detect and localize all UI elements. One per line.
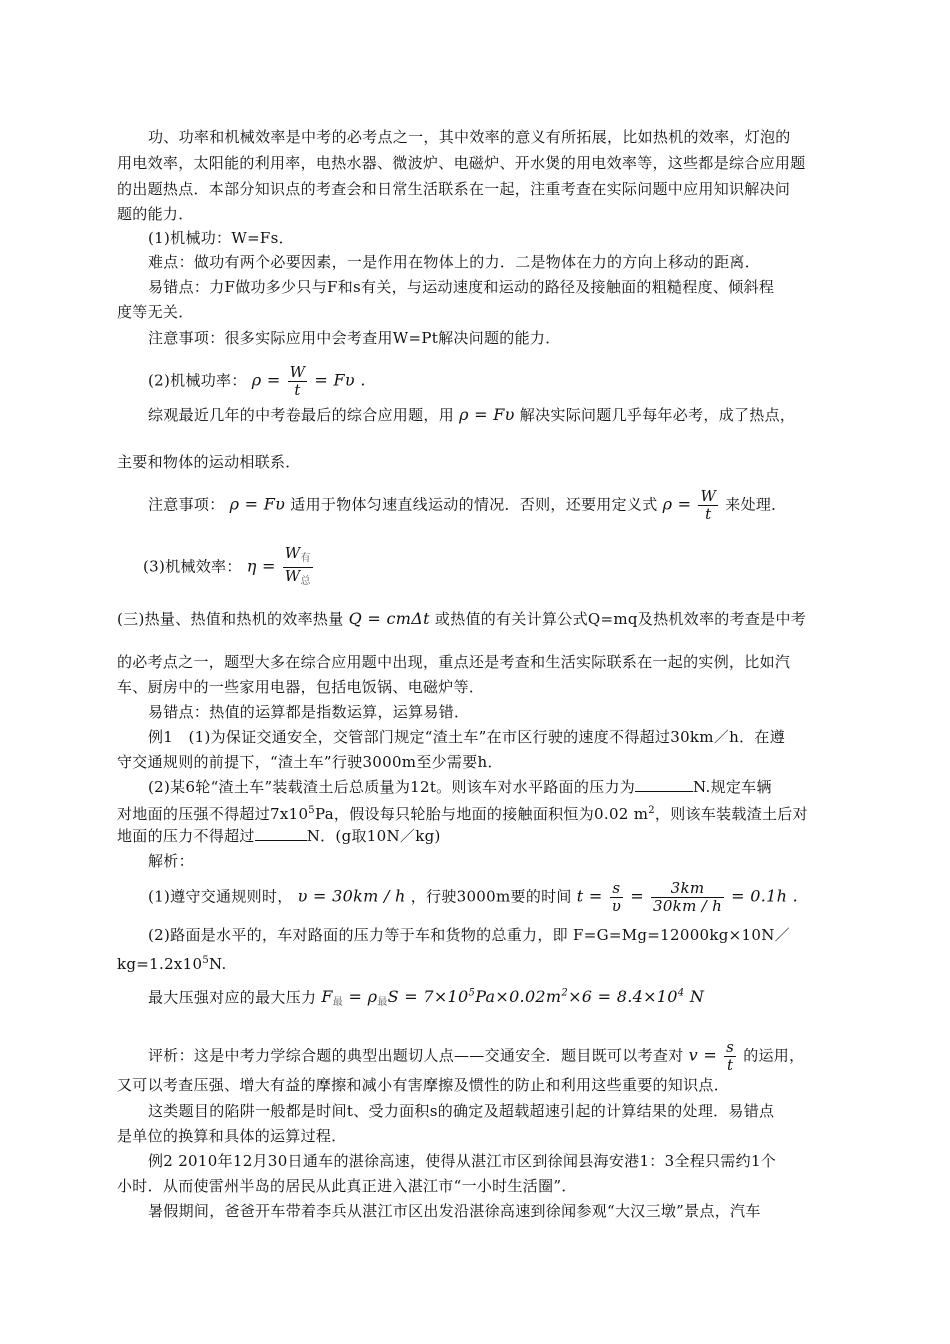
- text: ，则该车装载渣土后对: [654, 805, 808, 823]
- denominator: t: [698, 505, 718, 523]
- fraction: [283, 545, 313, 590]
- paragraph-line: [148, 405, 863, 425]
- denominator: $W_总$: [283, 567, 313, 590]
- paragraph-line: 解析：: [148, 852, 194, 870]
- text: N.: [209, 955, 227, 973]
- numerator: s: [612, 879, 621, 897]
- paragraph-line: 小时．从而使雷州半岛的居民从此真正进入湛江市“一小时生活圈”．: [117, 1177, 577, 1195]
- formula-part: = 0.1h .: [731, 886, 798, 906]
- formula-part: v =: [688, 1045, 718, 1065]
- paragraph-line: (2)路面是水平的，车对路面的压力等于车和货物的总重力，即 F=G=Mg=12000kg×10N／: [148, 926, 790, 944]
- text: (三)热量、热值和热机的效率热量: [117, 610, 344, 628]
- paragraph-line: 易错点：力F做功多少只与F和s有关，与运动速度和运动的路径及接触面的粗糙程度、倾斜程: [148, 278, 775, 296]
- text: 来处理．: [725, 495, 787, 514]
- paragraph-line: 车、厨房中的一些家用电器，包括电饭锅、电磁炉等．: [117, 678, 485, 696]
- fraction: [288, 364, 308, 399]
- text: 对地面的压强不得超过7x10: [117, 805, 309, 823]
- answer-blank: [255, 826, 307, 841]
- paragraph-line: 的必考点之一，题型大多在综合应用题中出现，重点还是考查和生活实际联系在一起的实例，比如汽: [117, 653, 791, 671]
- numerator: W: [700, 487, 717, 505]
- paragraph-line: 又可以考查压强、增大有益的摩擦和减小有害摩擦及惯性的防止和利用这些重要的知识点．: [117, 1076, 730, 1094]
- formula: $F_最 = \rho_最S = 7\times 10^5Pa\times 0.02m^2\times 6 = 8.4\times 10^4$ N: [321, 987, 705, 1009]
- formula: υ = 30km / h: [297, 886, 406, 906]
- denominator: t: [288, 381, 308, 399]
- formula-part: ρ =: [251, 370, 281, 390]
- denominator: t: [724, 1056, 736, 1074]
- paragraph-line: [117, 826, 832, 846]
- text: Pa，假设每只轮胎与地面的接触面积恒为0.02 m: [314, 805, 649, 823]
- fraction: [724, 1039, 736, 1074]
- formula: ρ = Fυ: [459, 405, 515, 424]
- formula: ρ = Fυ: [229, 494, 286, 514]
- text: (2)某6轮“渣土车”装载渣土后总质量为12t。则该车对水平路面的压力为: [148, 778, 636, 796]
- paragraph-line: [148, 488, 863, 523]
- text: 地面的压力不得超过: [117, 827, 255, 845]
- text: 的运用，: [743, 1046, 805, 1065]
- formula-part: t =: [576, 886, 603, 906]
- text: 或热值的有关计算公式Q=mq及热机效率的考查是中考: [434, 610, 807, 628]
- text: N.规定车辆: [693, 778, 772, 796]
- efficiency-formula-line: [143, 545, 858, 590]
- paragraph-line: [117, 609, 832, 629]
- text: N．(g取10N／kg): [306, 827, 441, 845]
- text: 解决实际问题几乎每年必考，成了热点，: [519, 406, 796, 424]
- fraction: [610, 880, 623, 915]
- numerator: W: [289, 363, 306, 381]
- fraction: [651, 880, 724, 915]
- paragraph-line: 主要和物体的运动相联系．: [117, 453, 301, 471]
- max-force-line: [148, 984, 863, 1013]
- paragraph-line: 用电效率，太阳能的利用率，电热水器、微波炉、电磁炉、开水煲的用电效率等，这些都是综合应用题: [117, 154, 806, 172]
- superscript: 5: [202, 955, 210, 966]
- paragraph-line: 功、功率和机械效率是中考的必考点之一，其中效率的意义有所拓展，比如热机的效率，灯泡的: [148, 128, 791, 146]
- formula-part: = Fυ .: [314, 370, 366, 390]
- fraction: [698, 488, 718, 523]
- paragraph-line: 这类题目的陷阱一般都是时间t、受力面积s的确定及超载超速引起的计算结果的处理．易错点: [148, 1102, 775, 1120]
- denominator: υ: [611, 897, 622, 915]
- paragraph-line: 度等无关．: [117, 303, 194, 321]
- numerator: $W_有$: [284, 544, 311, 564]
- text: kg=1.2x10: [117, 955, 203, 973]
- paragraph-line: [148, 777, 863, 797]
- paragraph-line: [117, 801, 832, 824]
- paragraph-line: 例1 (1)为保证交通安全，交管部门规定“渣土车”在市区行驶的速度不得超过30km／h．在遵: [148, 728, 785, 746]
- numerator: s: [726, 1038, 735, 1056]
- paragraph-line: 守交通规则的前提下，“渣土车”行驶3000m至少需要h．: [117, 753, 503, 771]
- paragraph-line: 注意事项：很多实际应用中会考查用W=Pt解决问题的能力．: [148, 329, 561, 347]
- paragraph-line: (1)机械功：W=Fs．: [148, 229, 294, 247]
- denominator: 30km / h: [653, 897, 723, 915]
- text: 注意事项：: [148, 495, 225, 514]
- paragraph-line: 易错点：热值的运算都是指数运算，运算易错．: [148, 703, 470, 721]
- paragraph-line: [148, 1039, 863, 1074]
- paragraph-line: 难点：做功有两个必要因素，一是作用在物体上的力．二是物体在力的方向上移动的距离．: [148, 253, 761, 271]
- solution-line: [148, 880, 863, 915]
- answer-blank: [635, 777, 693, 792]
- text: (1)遵守交通规则时，: [148, 887, 293, 906]
- superscript: 5: [308, 805, 315, 816]
- power-formula-line: [148, 364, 863, 399]
- formula-part: ρ =: [662, 494, 692, 514]
- formula: Q = cmΔt: [348, 609, 430, 628]
- superscript: 2: [648, 805, 655, 816]
- text: 最大压强对应的最大压力: [148, 988, 317, 1007]
- paragraph-line: 例2 2010年12月30日通车的湛徐高速，使得从湛江市区到徐闻县海安港1：3全程只需约1个: [148, 1152, 777, 1170]
- paragraph-line: 暑假期间，爸爸开车带着李兵从湛江市区出发沿湛徐高速到徐闻参观“大汉三墩”景点，汽车: [148, 1202, 761, 1220]
- label: (2)机械功率：: [148, 371, 247, 390]
- text: 评析：这是中考力学综合题的典型出题切人点——交通安全．题目既可以考查对: [148, 1046, 684, 1065]
- numerator: 3km: [670, 879, 705, 897]
- text: 综观最近几年的中考卷最后的综合应用题，用: [148, 406, 455, 424]
- paragraph-line: 题的能力．: [117, 205, 194, 223]
- text: 适用于物体匀速直线运动的情况．否则，还要用定义式: [290, 495, 658, 514]
- paragraph-line: [117, 951, 832, 974]
- text: ，行驶3000m要的时间: [410, 887, 572, 906]
- paragraph-line: 的出题热点．本部分知识点的考查会和日常生活联系在一起，注重考查在实际问题中应用知识解决问: [117, 180, 791, 198]
- label: (3)机械效率：: [143, 557, 242, 576]
- formula-part: =: [630, 886, 644, 906]
- formula-part: η =: [246, 556, 276, 576]
- paragraph-line: 是单位的换算和具体的运算过程．: [117, 1127, 347, 1145]
